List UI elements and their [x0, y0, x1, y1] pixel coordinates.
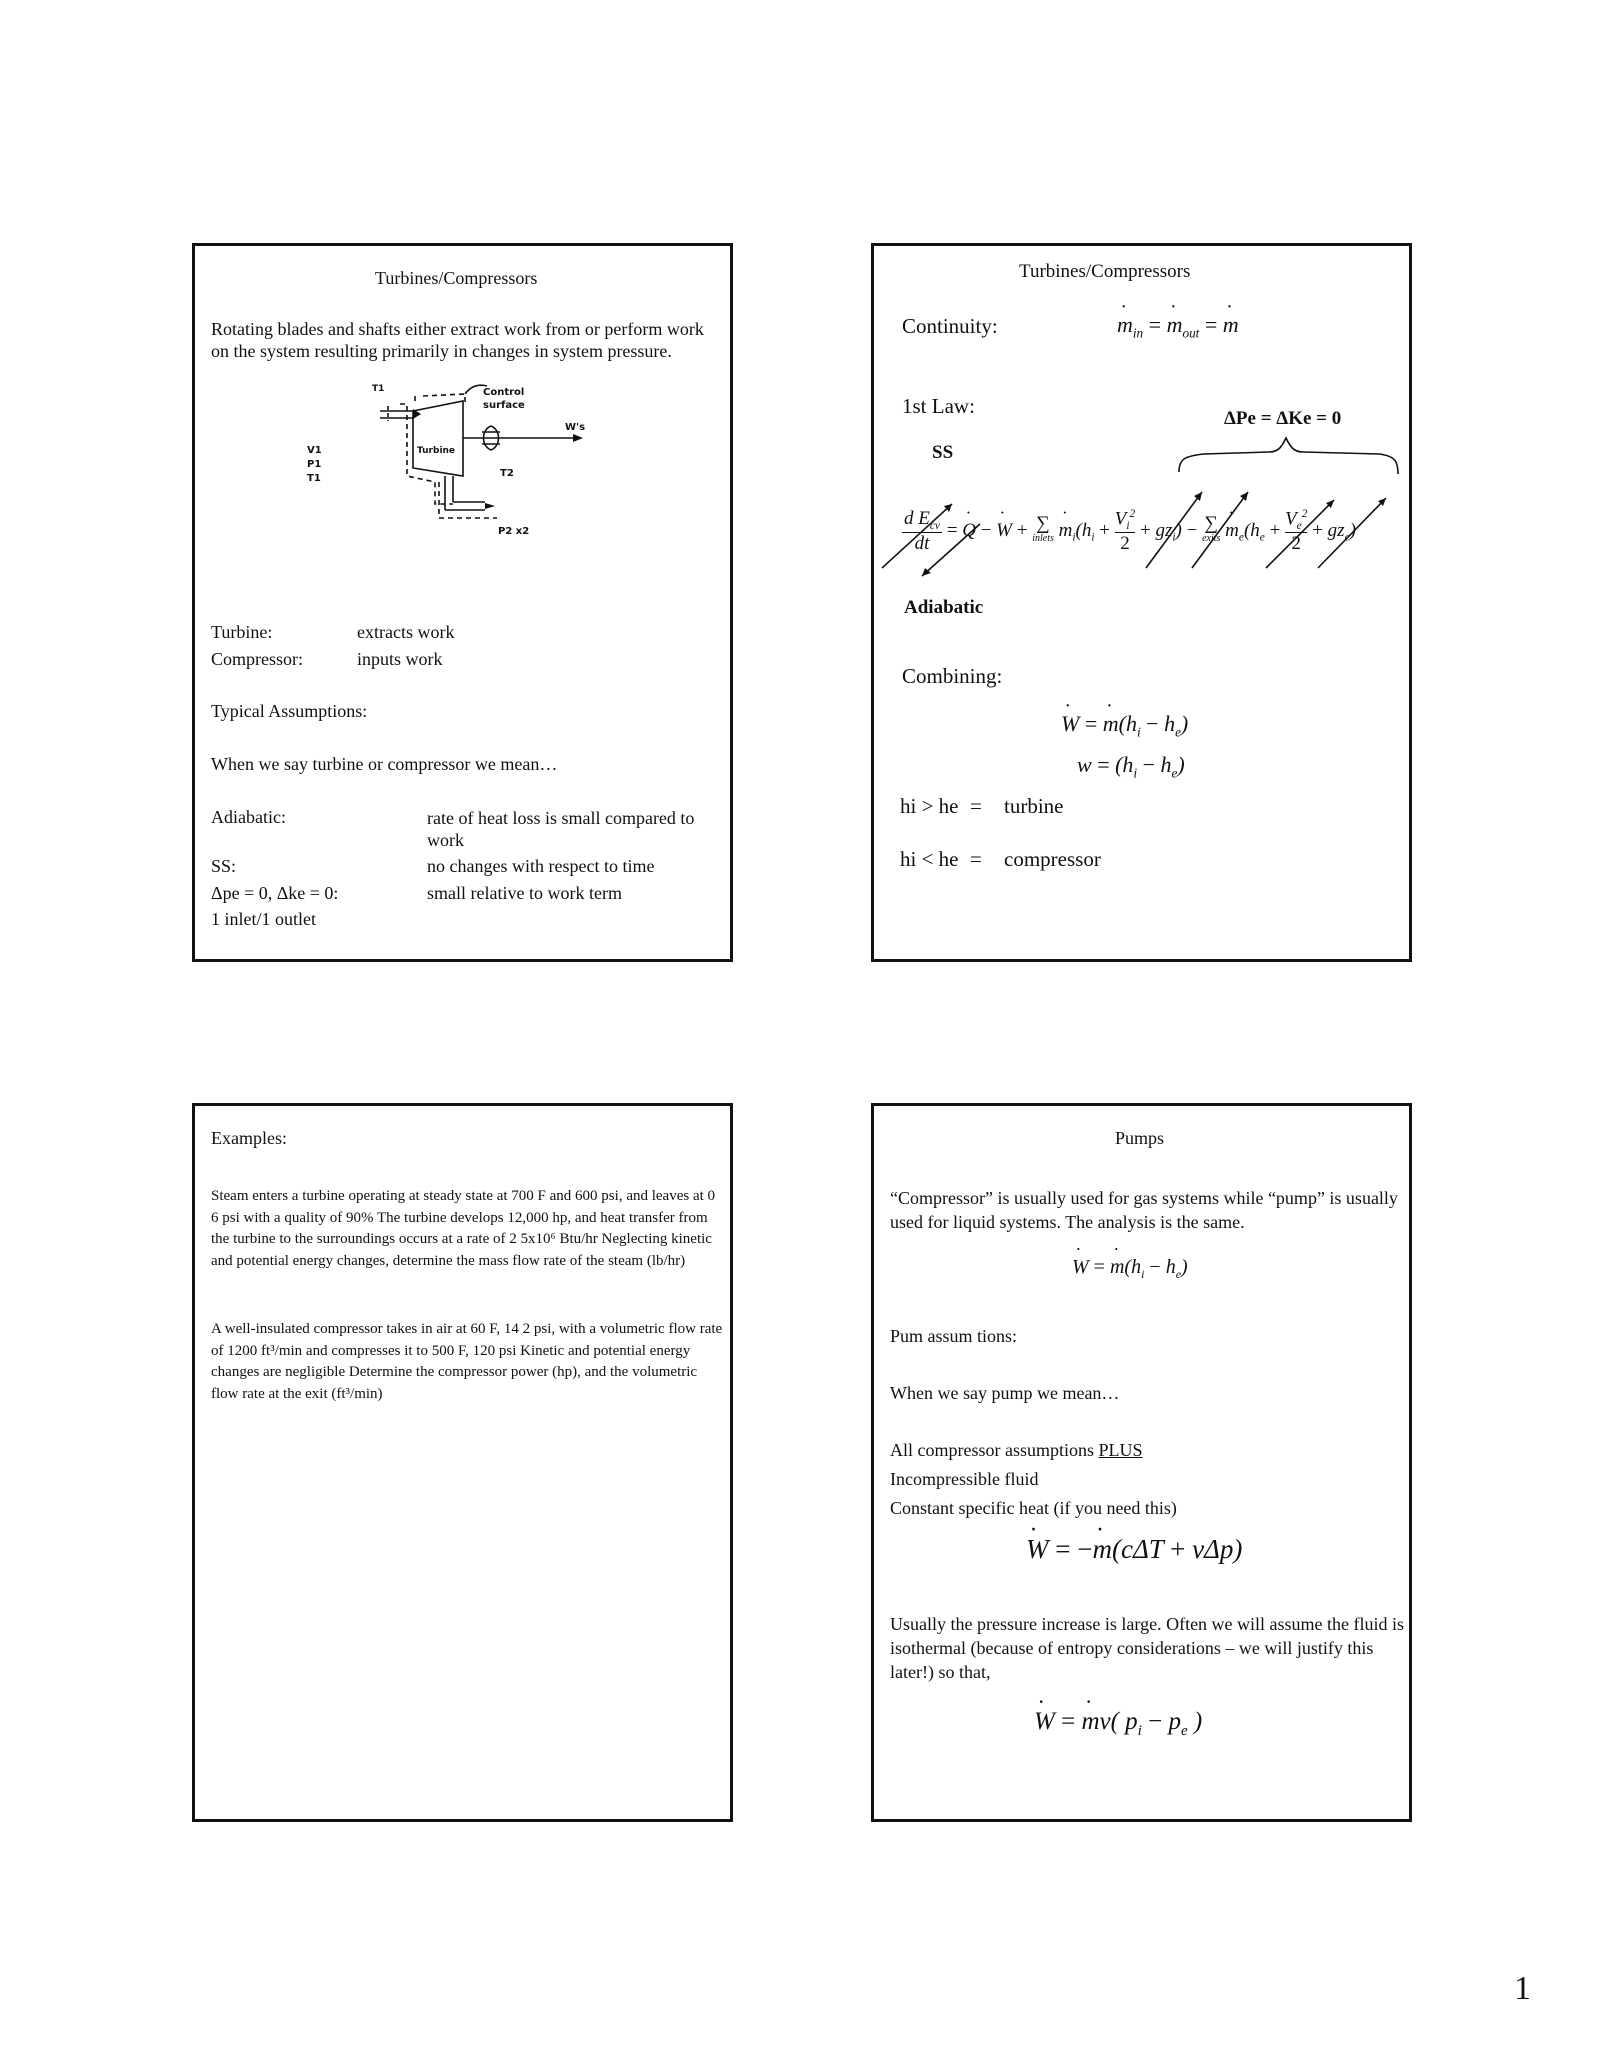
- assumption-meaning: small relative to work term: [427, 883, 622, 903]
- dpe-dke-label: ΔPe = ΔKe = 0: [1224, 408, 1342, 429]
- work-rate-equation: ˙ W = ˙ $m(h_i - h_e)$: [1061, 711, 1188, 740]
- def-meaning: extracts work: [357, 622, 455, 642]
- slide-title: Examples:: [211, 1128, 287, 1148]
- slide-pumps: [871, 1103, 1412, 1822]
- constant-specific-heat: Constant specific heat (if you need this): [890, 1498, 1177, 1518]
- continuity-label: Continuity:: [902, 314, 998, 338]
- def-meaning: inputs work: [357, 649, 443, 669]
- example-2: A well-insulated compressor takes in air at 60 F, 14 2 psi, with a volumetric flow rate of 1200 ft³/min and compresses it to 500 F, 120 psi Kinetic and potential energy changes are negligible Determine the compressor power (hp), and the volumetric flow rate at the exit (ft³/min): [211, 1321, 723, 1402]
- adiabatic-label: Adiabatic: [904, 597, 984, 618]
- when-we-say: When we say turbine or compressor we mean…: [211, 754, 558, 774]
- assumption-term: Δpe = 0, Δke = 0:: [211, 883, 339, 903]
- turbine-result: turbine: [1004, 794, 1064, 818]
- isothermal-pump-equation: ˙ W = ˙ mv( $p_i - p_e$ ): [1034, 1708, 1202, 1740]
- control-surface-label: Control surface: [483, 387, 525, 411]
- def-term: Compressor:: [211, 649, 303, 669]
- turbine-diagram: [195, 246, 730, 959]
- assumption-term: Adiabatic:: [211, 807, 286, 827]
- description: Rotating blades and shafts either extract work from or perform work on the system resulting primarily in changes in system pressure.: [211, 319, 704, 361]
- compressor-condition: hi < he: [900, 847, 959, 871]
- pump-energy-equation: ˙ W = −˙ m(cΔT + vΔp): [1026, 1534, 1242, 1565]
- example-1: Steam enters a turbine operating at steady state at 700 F and 600 psi, and leaves at 0 6 psi with a quality of 90% The turbine develops 12,000 hp, and heat transfer from the turbine to the surroundings occurs at a rate of 2 5x10⁶ Btu/hr Neglecting kinetic and potential energy changes, determine the mass flow rate of the steam (lb/hr): [211, 1188, 716, 1269]
- slide-title: Turbines/Compressors: [375, 268, 538, 288]
- turbine-condition: hi > he: [900, 794, 959, 818]
- first-law-label: 1st Law:: [902, 394, 975, 418]
- compressor-result: compressor: [1004, 847, 1101, 871]
- def-term: Turbine:: [211, 622, 273, 642]
- combining-label: Combining:: [902, 664, 1003, 688]
- inlet-state-labels: V1 P1 T1: [307, 445, 322, 484]
- typical-assumptions-label: Typical Assumptions:: [211, 701, 368, 721]
- isothermal-text: Usually the pressure increase is large. Often we will assume the fluid is isothermal (because of entropy considerations – we will justify this later!) so that,: [890, 1614, 1405, 1682]
- assumption-meaning: no changes with respect to time: [427, 856, 655, 876]
- continuity-equation: ˙ $m_{in}$ = ˙ $m_{out}$ = ˙ m: [1117, 312, 1239, 341]
- slide-examples: [192, 1103, 733, 1822]
- equals-sign: =: [970, 847, 982, 871]
- equals-sign: =: [970, 794, 982, 818]
- work-label: W's: [565, 422, 586, 433]
- page-number: 1: [1514, 1970, 1531, 2007]
- incompressible-fluid: Incompressible fluid: [890, 1469, 1039, 1489]
- when-we-say: When we say pump we mean…: [890, 1383, 1120, 1403]
- assumption-term: SS:: [211, 856, 237, 876]
- specific-work-equation: $w = (h_i - h_e)$: [1077, 752, 1185, 781]
- all-compressor-assumptions: All compressor assumptions PLUS: [890, 1440, 1143, 1460]
- turbine-label: Turbine: [417, 446, 456, 456]
- ss-label: SS: [932, 442, 954, 463]
- energy-balance-equation: d $E_{cv}$ dt = ˙ Q − ˙ W + ∑ inlets ˙ $m_i(h_i$ + $\frac{V_i^2}{2}$ + $gz_i$) − ∑ exits ˙ $m_e(h_e$ + $\frac{V_e^2}{2}$ + $gz_e$): [902, 508, 1356, 555]
- slide-title: Pumps: [1115, 1128, 1165, 1148]
- exit-label-t2: T2: [500, 468, 514, 479]
- pumps-intro: “Compressor” is usually used for gas systems while “pump” is usually used for liquid systems. The analysis is the same.: [890, 1188, 1398, 1232]
- inlet-top-label: T1: [372, 384, 385, 394]
- pump-work-equation: ˙ W = ˙ $m(h_i - h_e)$: [1072, 1256, 1188, 1282]
- exit-label-p2: P2 x2: [498, 526, 530, 537]
- pump-assumptions-label: Pum assum tions:: [890, 1326, 1018, 1346]
- slide-turbines-intro: [192, 243, 733, 962]
- slide-title: Turbines/Compressors: [1019, 261, 1191, 282]
- slide-turbines-analysis: [871, 243, 1412, 962]
- assumption-term: 1 inlet/1 outlet: [211, 909, 316, 929]
- assumption-meaning: rate of heat loss is small compared to work: [427, 808, 695, 850]
